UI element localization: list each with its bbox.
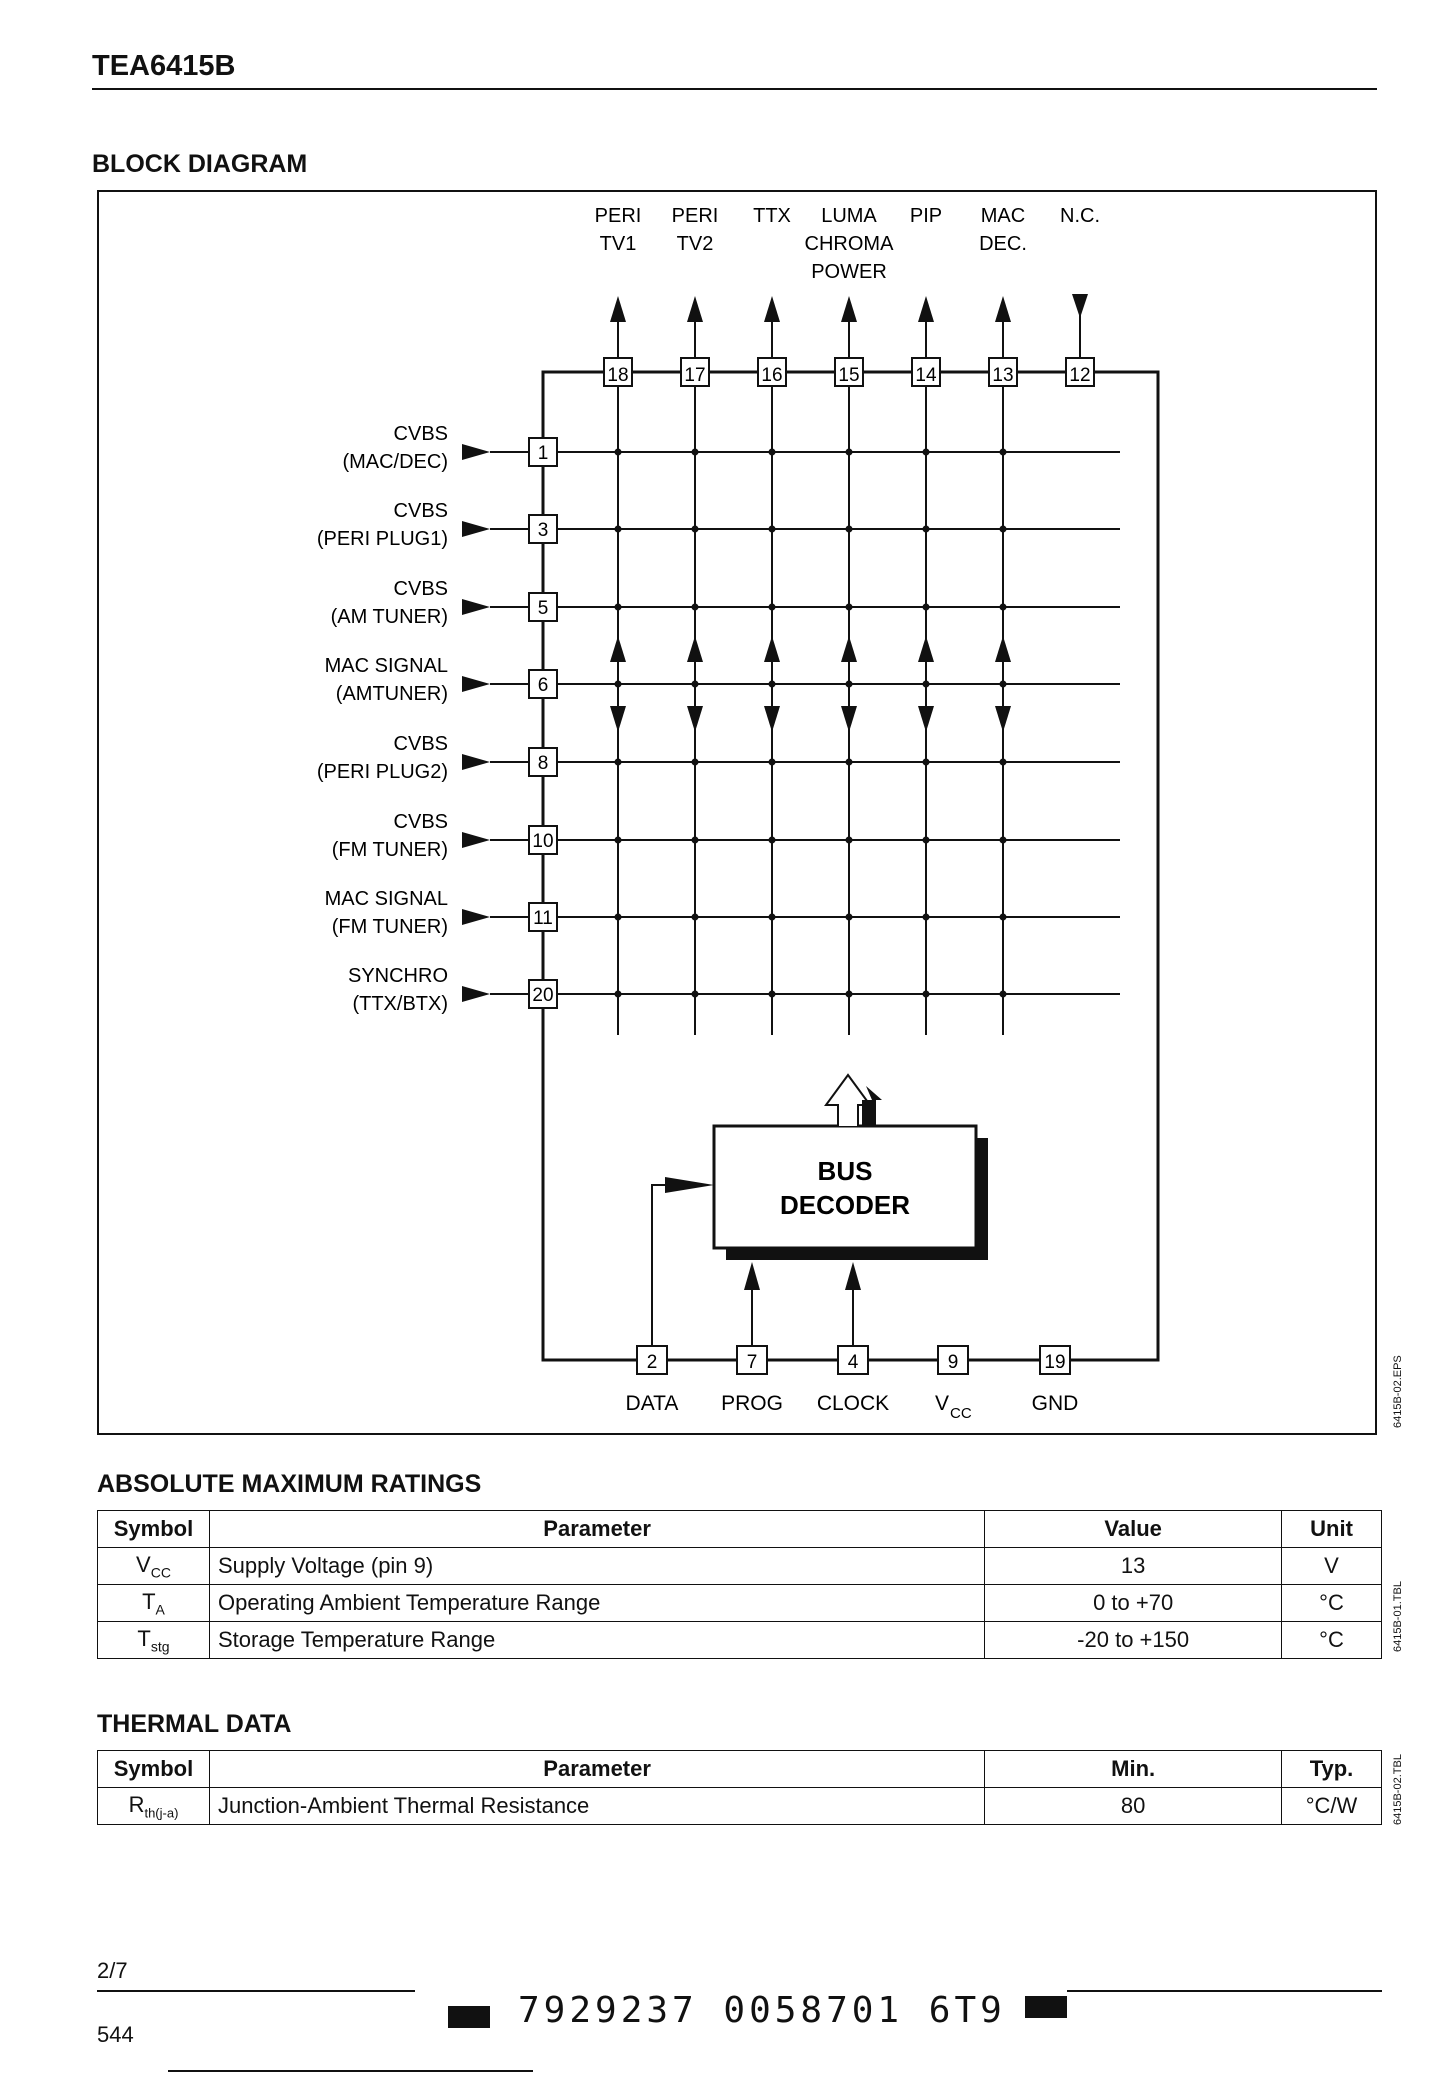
thermal-table-reference: 6415B-02.TBL [1392, 1754, 1404, 1825]
pin-number: 5 [537, 598, 549, 619]
input-arrow-icon [462, 986, 490, 1002]
pin-number: 19 [1044, 1352, 1066, 1373]
pin-number: 17 [684, 365, 706, 386]
pin-number: 8 [537, 753, 549, 774]
pin-number: 6 [537, 675, 549, 696]
table-row [98, 1622, 1382, 1659]
input-label-line2: (AM TUNER) [330, 606, 448, 628]
table-row [98, 1788, 1382, 1825]
page-number: 544 [97, 2022, 134, 2047]
crosspoint-dot [923, 759, 930, 766]
crosspoint-dot [923, 526, 930, 533]
barcode-block-right [1025, 1996, 1067, 2018]
switch-down-arrow-icon [841, 706, 857, 732]
crosspoint-dot [615, 681, 622, 688]
pin-number: 1 [537, 443, 549, 464]
data-line [652, 1185, 665, 1360]
crosspoint-dot [615, 526, 622, 533]
crosspoint-dot [846, 991, 853, 998]
pin-label-vcc: V [935, 1392, 950, 1415]
crosspoint-dot [615, 837, 622, 844]
bus-decoder-line2: DECODER [779, 1190, 911, 1220]
crosspoint-dot [615, 914, 622, 921]
crosspoint-dot [615, 604, 622, 611]
crosspoint-dot [1000, 449, 1007, 456]
crosspoint-dot [1000, 837, 1007, 844]
crosspoint-dot [1000, 914, 1007, 921]
symbol-sub: A [155, 1601, 165, 1618]
col-unit: Unit [1282, 1511, 1382, 1548]
output-arrow-icon [841, 296, 857, 322]
input-label-line2: (AMTUNER) [335, 683, 448, 705]
unit: °C [1282, 1585, 1382, 1622]
unit: °C/W [1282, 1788, 1382, 1825]
nc-arrow-icon [1072, 294, 1088, 318]
pin-number: 3 [537, 520, 549, 541]
symbol: T [142, 1588, 156, 1614]
crosspoint-dot [1000, 759, 1007, 766]
figure-reference: 6415B-02.EPS [1392, 1355, 1404, 1428]
pin-number: 14 [915, 365, 937, 386]
crosspoint-dot [846, 526, 853, 533]
pin-label-data: DATA [625, 1392, 679, 1415]
crosspoint-dot [615, 991, 622, 998]
switch-up-arrow-icon [687, 636, 703, 662]
output-label: LUMA [821, 205, 877, 227]
crosspoint-dot [769, 449, 776, 456]
input-label: CVBS [393, 733, 448, 755]
input-arrow-icon [462, 599, 490, 615]
footer-bottom-rule [168, 2070, 533, 2072]
switch-up-arrow-icon [918, 636, 934, 662]
pin-number: 12 [1069, 365, 1091, 386]
input-label: CVBS [393, 423, 448, 445]
clock-arrow-icon [845, 1262, 861, 1290]
crosspoint-dot [923, 681, 930, 688]
input-arrow-icon [462, 521, 490, 537]
crosspoint-dot [692, 837, 699, 844]
pin-number: 10 [532, 831, 554, 852]
input-arrow-icon [462, 909, 490, 925]
control-arrow-shadow-icon [862, 1086, 882, 1126]
col-value: Value [985, 1511, 1282, 1548]
switch-down-arrow-icon [764, 706, 780, 732]
col-typ: Typ. [1282, 1751, 1382, 1788]
pin-label-vcc-sub: CC [950, 1405, 972, 1422]
input-label-line2: (TTX/BTX) [352, 993, 448, 1015]
switch-down-arrow-icon [995, 706, 1011, 732]
crosspoint-dot [923, 837, 930, 844]
crosspoint-dot [923, 604, 930, 611]
parameter: Storage Temperature Range [209, 1622, 984, 1659]
input-label: CVBS [393, 578, 448, 600]
pin-number: 9 [947, 1352, 959, 1373]
pin-number: 13 [992, 365, 1014, 386]
crosspoint-dot [1000, 991, 1007, 998]
switch-up-arrow-icon [995, 636, 1011, 662]
switch-matrix [462, 294, 1120, 1035]
crosspoint-dot [615, 759, 622, 766]
parameter: Supply Voltage (pin 9) [209, 1548, 984, 1585]
crosspoint-dot [769, 759, 776, 766]
symbol-sub: CC [150, 1564, 171, 1581]
crosspoint-dot [1000, 526, 1007, 533]
input-labels [317, 423, 448, 1015]
pin-number: 20 [532, 985, 554, 1006]
input-label-line2: (PERI PLUG1) [316, 528, 448, 550]
bus-decoder-box [714, 1126, 976, 1248]
col-min: Min. [985, 1751, 1282, 1788]
input-arrow-icon [462, 676, 490, 692]
crosspoint-dot [846, 759, 853, 766]
footer-rule-right [1067, 1990, 1382, 1992]
output-label: N.C. [1060, 205, 1100, 227]
input-label-line2: (FM TUNER) [331, 916, 448, 938]
block-diagram-title: BLOCK DIAGRAM [92, 150, 308, 178]
col-parameter: Parameter [209, 1511, 984, 1548]
parameter: Operating Ambient Temperature Range [209, 1585, 984, 1622]
crosspoint-dot [923, 914, 930, 921]
input-label: MAC SIGNAL [324, 888, 448, 910]
crosspoint-dot [846, 449, 853, 456]
input-label-line2: (FM TUNER) [331, 839, 448, 861]
symbol: V [136, 1551, 151, 1577]
abs-max-table-reference: 6415B-01.TBL [1392, 1581, 1404, 1652]
prog-arrow-icon [744, 1262, 760, 1290]
output-label-line2: TV2 [676, 233, 714, 255]
output-label-line2: CHROMA [804, 233, 894, 255]
input-label: CVBS [393, 811, 448, 833]
input-label-line2: (MAC/DEC) [342, 451, 448, 473]
pin-number: 18 [607, 365, 629, 386]
thermal-table [97, 1750, 1382, 1825]
pin-number: 2 [646, 1352, 658, 1373]
crosspoint-dot [769, 526, 776, 533]
output-label: PIP [909, 205, 943, 227]
crosspoint-dot [846, 837, 853, 844]
unit: V [1282, 1548, 1382, 1585]
output-label: PERI [594, 205, 642, 227]
crosspoint-dot [1000, 681, 1007, 688]
data-arrow-icon [665, 1177, 714, 1193]
output-label-line2: TV1 [599, 233, 637, 255]
input-arrow-icon [462, 444, 490, 460]
crosspoint-dot [692, 604, 699, 611]
switch-down-arrow-icon [610, 706, 626, 732]
col-symbol: Symbol [98, 1751, 210, 1788]
col-parameter: Parameter [209, 1751, 984, 1788]
output-arrow-icon [918, 296, 934, 322]
crosspoint-dot [692, 914, 699, 921]
output-label: TTX [753, 205, 791, 227]
output-label-line2: DEC. [979, 233, 1027, 255]
symbol-sub: stg [150, 1638, 170, 1655]
crosspoint-dot [769, 604, 776, 611]
crosspoint-dot [615, 449, 622, 456]
pin-number: 15 [838, 365, 860, 386]
input-label: SYNCHRO [347, 965, 448, 987]
value: -20 to +150 [985, 1622, 1282, 1659]
switch-up-arrow-icon [841, 636, 857, 662]
abs-max-table [97, 1510, 1382, 1659]
switch-down-arrow-icon [918, 706, 934, 732]
output-arrow-icon [995, 296, 1011, 322]
pin-number: 4 [847, 1352, 859, 1373]
output-label: PERI [671, 205, 719, 227]
abs-max-title: ABSOLUTE MAXIMUM RATINGS [97, 1470, 482, 1498]
crosspoint-dot [846, 681, 853, 688]
symbol: T [137, 1625, 151, 1651]
crosspoint-dot [846, 604, 853, 611]
value: 80 [985, 1788, 1282, 1825]
output-labels [595, 205, 1100, 283]
barcode-block-left [448, 2006, 490, 2028]
symbol-sub: th(j-a) [144, 1805, 179, 1821]
table-header-row [98, 1751, 1382, 1788]
crosspoint-dot [769, 914, 776, 921]
crosspoint-dot [692, 681, 699, 688]
crosspoint-dot [769, 991, 776, 998]
symbol: R [128, 1791, 145, 1817]
table-row [98, 1585, 1382, 1622]
unit: °C [1282, 1622, 1382, 1659]
output-arrow-icon [687, 296, 703, 322]
footer-rule-left [97, 1990, 415, 1992]
crosspoint-dot [692, 759, 699, 766]
bus-decoder-line1: BUS [817, 1156, 873, 1186]
crosspoint-dot [769, 681, 776, 688]
crosspoint-dot [1000, 604, 1007, 611]
parameter: Junction-Ambient Thermal Resistance [209, 1788, 984, 1825]
barcode-text: 7929237 0058701 6T9 [518, 1990, 1006, 2031]
crosspoint-dot [692, 526, 699, 533]
table-header-row [98, 1511, 1382, 1548]
input-label: CVBS [393, 500, 448, 522]
thermal-title: THERMAL DATA [97, 1710, 292, 1738]
crosspoint-dot [692, 991, 699, 998]
pin-number: 16 [761, 365, 783, 386]
input-arrow-icon [462, 754, 490, 770]
output-label: MAC [980, 205, 1026, 227]
document-title: TEA6415B [92, 50, 236, 82]
crosspoint-dot [769, 837, 776, 844]
page-count: 2/7 [97, 1958, 128, 1983]
crosspoint-dot [923, 449, 930, 456]
output-label-line3: POWER [811, 261, 887, 283]
value: 13 [985, 1548, 1282, 1585]
input-arrow-icon [462, 832, 490, 848]
table-row [98, 1548, 1382, 1585]
value: 0 to +70 [985, 1585, 1282, 1622]
crosspoint-dot [846, 914, 853, 921]
pin-label-clock: CLOCK [816, 1392, 890, 1415]
input-label-line2: (PERI PLUG2) [316, 761, 448, 783]
input-label: MAC SIGNAL [324, 655, 448, 677]
output-arrow-icon [764, 296, 780, 322]
pin-label-gnd: GND [1031, 1392, 1079, 1415]
crosspoint-dot [692, 449, 699, 456]
crosspoint-dot [923, 991, 930, 998]
pin-number: 7 [746, 1352, 758, 1373]
col-symbol: Symbol [98, 1511, 210, 1548]
switch-up-arrow-icon [610, 636, 626, 662]
switch-down-arrow-icon [687, 706, 703, 732]
pin-label-prog: PROG [721, 1392, 783, 1415]
output-arrow-icon [610, 296, 626, 322]
switch-up-arrow-icon [764, 636, 780, 662]
pin-number: 11 [533, 908, 553, 929]
